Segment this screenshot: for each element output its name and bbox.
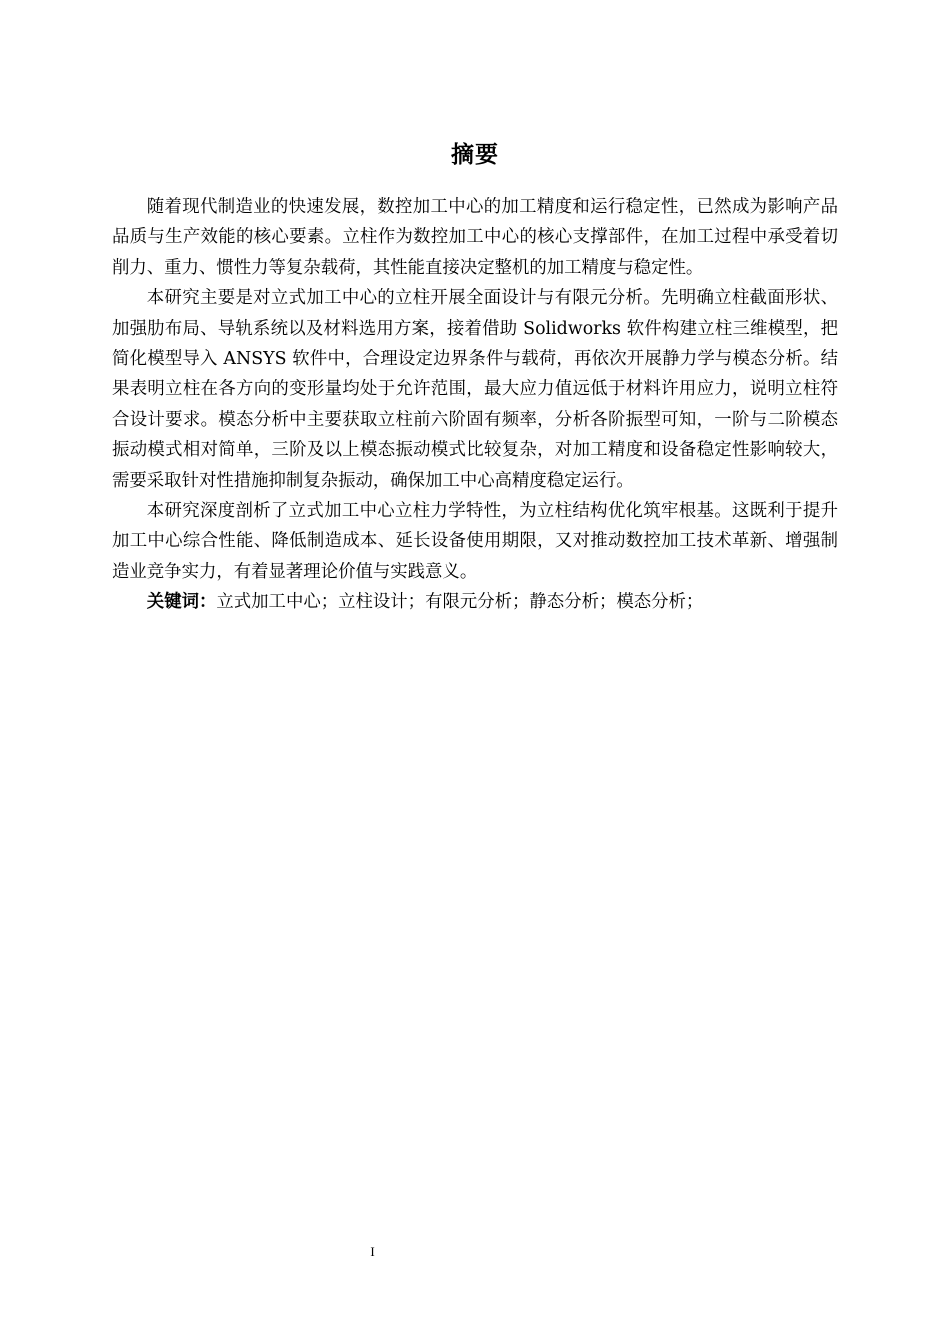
keywords-label: 关键词： bbox=[146, 592, 217, 613]
abstract-paragraph-2: 本研究主要是对立式加工中心的立柱开展全面设计与有限元分析。先明确立柱截面形状、加强肋布局、导轨系统以及材料选用方案，接着借助 Solidworks 软件构建立柱三维模型，把简化模型导入 ANSYS 软件中，合理设定边界条件与载荷，再依次开展静力学与模态分析。结果表明立柱在各方向的变形量均处于允许范围，最大应力值远低于材料许用应力，说明立柱符合设计要求。模态分析中主要获取立柱前六阶固有频率，分析各阶振型可知，一阶与二阶模态振动模式相对简单，三阶及以上模态振动模式比较复杂，对加工精度和设备稳定性影响较大，需要采取针对性措施抑制复杂振动，确保加工中心高精度稳定运行。 bbox=[112, 288, 838, 491]
abstract-paragraph-1: 随着现代制造业的快速发展，数控加工中心的加工精度和运行稳定性，已然成为影响产品品质与生产效能的核心要素。立柱作为数控加工中心的核心支撑部件，在加工过程中承受着切削力、重力、惯性力等复杂载荷，其性能直接决定整机的加工精度与稳定性。 bbox=[112, 197, 838, 278]
abstract-title: 摘要 bbox=[451, 142, 499, 168]
abstract-paragraph-3: 本研究深度剖析了立式加工中心立柱力学特性，为立柱结构优化筑牢根基。这既利于提升加工中心综合性能、降低制造成本、延长设备使用期限，又对推动数控加工技术革新、增强制造业竞争实力，有着显著理论价值与实践意义。 bbox=[112, 501, 838, 582]
page-number: I bbox=[370, 1244, 375, 1259]
keywords-line bbox=[112, 587, 838, 617]
keywords-text: 立式加工中心；立柱设计；有限元分析；静态分析；模态分析； bbox=[216, 592, 704, 613]
abstract-body bbox=[112, 192, 838, 618]
